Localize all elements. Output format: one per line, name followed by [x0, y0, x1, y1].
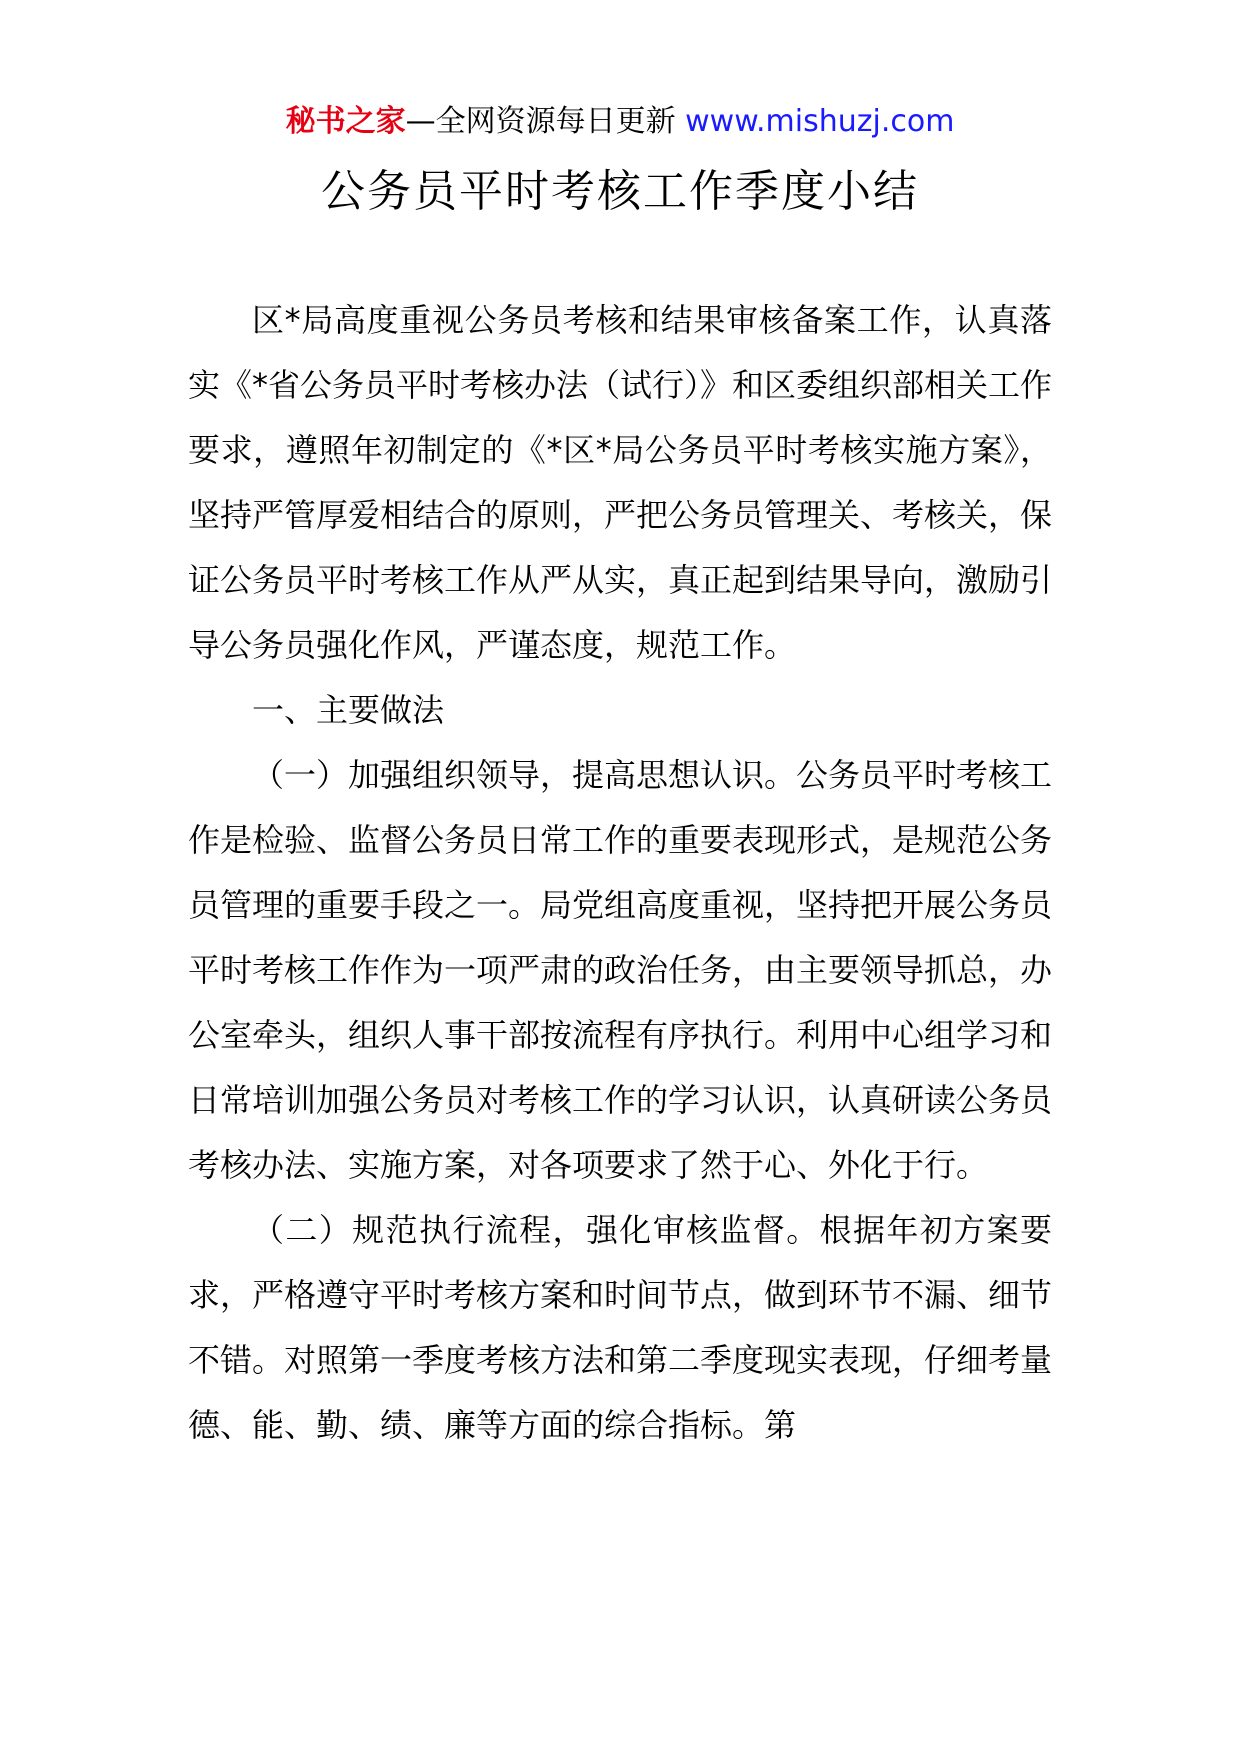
brand-name: 秘书之家 — [285, 104, 406, 139]
section-heading-main-practices: 一、主要做法 — [252, 691, 445, 729]
paragraph-organization-leadership: （一）加强组织领导，提高思想认识。公务员平时考核工作是检验、监督公务员日常工作的重要表现形式，是规范公务员管理的重要手段之一。局党组高度重视，坚持把开展公务员平时考核工作作为一项严肃的政治任务，由主要领导抓总，办公室牵头，组织人事干部按流程有序执行。利用中心组学习和日常培训加强公务员对考核工作的学习认识，认真研读公务员考核办法、实施方案，对各项要求了然于心、外化于行。 — [188, 756, 1053, 1184]
site-url-link[interactable]: www.mishuzj.com — [685, 104, 955, 139]
header-slogan: —全网资源每日更新 — [405, 104, 686, 139]
intro-paragraph: 区*局高度重视公务员考核和结果审核备案工作，认真落实《*省公务员平时考核办法（试行）》和区委组织部相关工作要求，遵照年初制定的《*区*局公务员平时考核实施方案》，坚持严管厚爱相结合的原则，严把公务员管理关、考核关，保证公务员平时考核工作从严从实，真正起到结果导向，激励引导公务员强化作风，严谨态度，规范工作。 — [188, 301, 1053, 664]
paragraph-standardize-process: （二）规范执行流程，强化审核监督。根据年初方案要求，严格遵守平时考核方案和时间节点，做到环节不漏、细节不错。对照第一季度考核方法和第二季度现实表现，仔细考量德、能、勤、绩、廉等方面的综合指标。第 — [188, 1211, 1053, 1444]
document-body — [188, 288, 1052, 1458]
document-title: 公务员平时考核工作季度小结 — [321, 166, 919, 217]
site-header — [0, 100, 1240, 144]
